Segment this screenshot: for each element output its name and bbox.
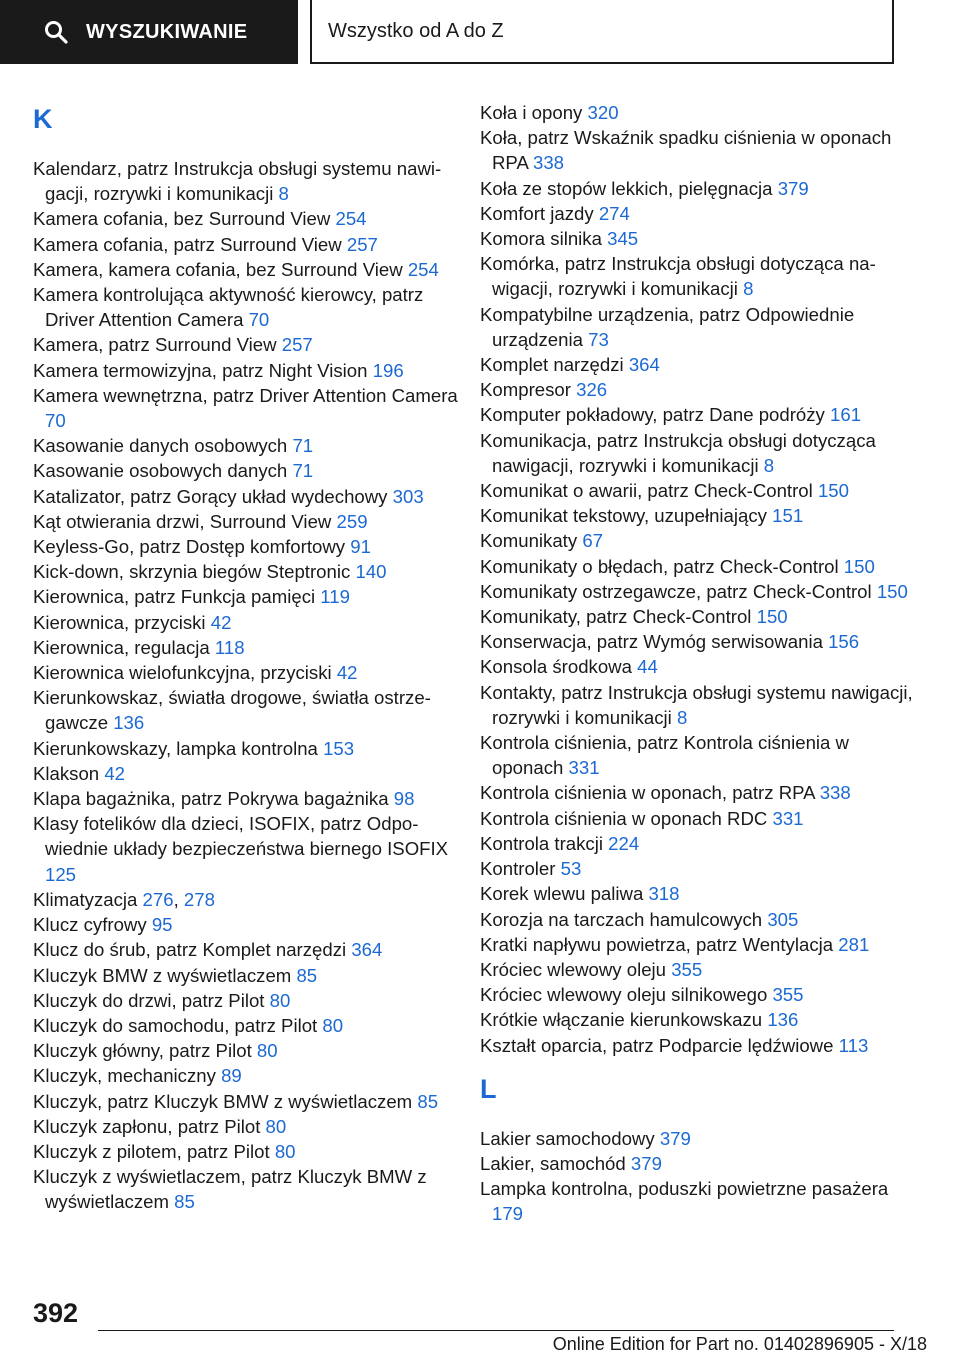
index-entry (33, 988, 463, 1013)
index-entry-text: Kamera kontrolująca aktywność kierowcy, patrz Driver Attention Camera (33, 284, 424, 331)
index-entry-text: Komputer pokładowy, patrz Dane podróży (480, 404, 825, 426)
index-entry-text: Lakier, samochód (480, 1152, 626, 1174)
page-link[interactable]: 305 (767, 908, 799, 930)
index-entry (33, 937, 463, 962)
page-link[interactable]: 153 (323, 737, 355, 759)
page-link[interactable]: 85 (417, 1090, 439, 1112)
index-entry (480, 251, 920, 301)
index-entry (33, 534, 463, 559)
index-entry-text: Komora silnika (480, 228, 602, 250)
index-entry (480, 503, 920, 528)
page-link[interactable]: 150 (843, 555, 875, 577)
index-entry-text: Komunikacja, patrz Instrukcja obsługi dotycząca nawigacji, rozrywki i komunikacji (480, 429, 876, 476)
index-entry-text: Kamera wewnętrzna, patrz Driver Attention Camera (33, 384, 458, 406)
index-entries-left (33, 156, 463, 1215)
index-entry-text: Komunikat tekstowy, uzupełniający (480, 505, 767, 527)
page-link[interactable]: 8 (763, 454, 775, 476)
index-entry (480, 377, 920, 402)
index-entry (33, 484, 463, 509)
index-entry (33, 660, 463, 685)
index-entry (480, 1033, 920, 1058)
index-entry-text: Komfort jazdy (480, 202, 594, 224)
page-link[interactable]: 161 (830, 404, 862, 426)
page-link[interactable]: 140 (355, 561, 387, 583)
search-icon (44, 20, 68, 44)
index-entry (33, 811, 463, 887)
page-link[interactable]: 8 (676, 706, 688, 728)
index-entry (480, 831, 920, 856)
index-entry (33, 433, 463, 458)
page-link[interactable]: 196 (372, 359, 404, 381)
index-entry-text: Komunikaty o błędach, patrz Check-Control (480, 555, 839, 577)
page-link[interactable]: 44 (637, 656, 658, 678)
index-entry (480, 680, 920, 730)
index-entry (480, 932, 920, 957)
index-entry (480, 478, 920, 503)
index-entry-text: Kąt otwierania drzwi, Surround View (33, 510, 332, 532)
index-entry (33, 584, 463, 609)
index-entry-text: Kierownica, patrz Funkcja pamięci (33, 586, 316, 608)
index-entry (480, 201, 920, 226)
index-entry-text: Kamera cofania, bez Surround View (33, 208, 331, 230)
index-entry-text: Króciec wlewowy oleju (480, 958, 667, 980)
index-column-right (480, 100, 920, 1227)
page-link[interactable]: 8 (743, 278, 754, 300)
page-link[interactable]: 281 (838, 933, 870, 955)
index-entry-text: Koła i opony (480, 102, 583, 123)
index-entry-text: Krótkie włączanie kierunkowskazu (480, 1009, 763, 1031)
page-link[interactable]: 257 (346, 233, 378, 255)
index-entry-text: Kamera, kamera cofania, bez Surround View (33, 258, 403, 280)
index-entry-text: Kierownica, regulacja (33, 636, 210, 658)
index-entry (33, 635, 463, 660)
page-link[interactable]: 91 (350, 536, 371, 558)
index-entry-text: Korozja na tarczach hamulcowych (480, 908, 763, 930)
search-tab[interactable] (0, 0, 298, 64)
index-entry-text: Króciec wlewowy oleju silnikowego (480, 984, 768, 1006)
top-navigation-bar (0, 0, 960, 66)
index-entry-text: Komunikaty ostrzegawcze, patrz Check-Control (480, 580, 872, 602)
index-entry (480, 604, 920, 629)
page-link[interactable]: 156 (828, 631, 860, 653)
index-entry (480, 730, 920, 780)
index-entry-text: Kluczyk, mechaniczny (33, 1065, 216, 1087)
index-entry (33, 1038, 463, 1063)
index-entry (33, 1164, 463, 1214)
index-entry-text: Kontroler (480, 858, 556, 880)
page-link[interactable]: 42 (210, 611, 232, 633)
index-entry-text: Kierunkowskazy, lampka kontrolna (33, 737, 318, 759)
page-link[interactable]: 136 (767, 1009, 799, 1031)
index-entry-text: Klapa bagażnika, patrz Pokrywa bagażnika (33, 788, 389, 810)
index-entry-text: Kluczyk zapłonu, patrz Pilot (33, 1115, 261, 1137)
index-entry (33, 963, 463, 988)
page-link[interactable]: 80 (256, 1040, 278, 1062)
index-entry (33, 685, 463, 735)
index-entries-right-k (480, 100, 920, 1058)
index-entry (33, 383, 463, 433)
index-entry (480, 302, 920, 352)
index-entry-text: Kick-down, skrzynia biegów Steptronic (33, 561, 351, 583)
index-entry-text: Komunikaty (480, 530, 578, 552)
footer-edition-text: Online Edition for Part no. 01402896905 - X/18 (552, 1334, 927, 1354)
search-tab-label: WYSZUKIWANIE (86, 20, 248, 43)
index-entry (480, 654, 920, 679)
index-entry (480, 1151, 920, 1176)
index-entry-text: Kamera cofania, patrz Surround View (33, 233, 342, 255)
page-link[interactable]: 118 (214, 636, 245, 658)
index-entry (480, 982, 920, 1007)
index-entry-text: Kształt oparcia, patrz Podparcie lędźwiowe (480, 1034, 834, 1056)
index-entry (33, 912, 463, 937)
page-separator: , (173, 888, 184, 910)
page-link[interactable]: 254 (407, 258, 439, 280)
page-link[interactable]: 151 (772, 505, 804, 527)
index-entry-text: Komunikaty, patrz Check-Control (480, 606, 752, 628)
index-entry (480, 402, 920, 427)
index-entries-right-l (480, 1126, 920, 1227)
index-entry (33, 332, 463, 357)
page-link[interactable]: 338 (819, 782, 851, 804)
page-link[interactable]: 379 (630, 1152, 662, 1174)
index-entry (480, 780, 920, 805)
page-link[interactable]: 80 (269, 989, 291, 1011)
index-entry (33, 282, 463, 332)
page-link[interactable]: 224 (608, 832, 640, 854)
index-entry-text: Kamera termowizyjna, patrz Night Vision (33, 359, 368, 381)
index-entry (33, 206, 463, 231)
index-entry (480, 528, 920, 553)
page-link[interactable]: 8 (278, 183, 289, 205)
index-entry-text: Kratki napływu powietrza, patrz Wentylacja (480, 933, 834, 955)
page-link[interactable]: 136 (113, 712, 145, 734)
index-entry-text: Kluczyk, patrz Kluczyk BMW z wyświetlaczem (33, 1090, 413, 1112)
index-entry (480, 125, 920, 175)
index-entry (480, 1007, 920, 1032)
page-link[interactable]: 355 (671, 958, 703, 980)
index-entry-text: Komunikat o awarii, patrz Check-Control (480, 480, 813, 502)
index-entry-text: Koła, patrz Wskaźnik spadku ciśnienia w oponach RPA (480, 127, 892, 174)
index-entry (480, 856, 920, 881)
page-link[interactable]: 379 (777, 177, 809, 199)
index-entry (33, 509, 463, 534)
page-link[interactable]: 345 (607, 228, 639, 250)
index-entry-text: Kompatybilne urządzenia, patrz Odpowiednie urządzenia (480, 303, 855, 350)
index-entry-text: Kierownica, przyciski (33, 611, 206, 633)
index-entry (480, 957, 920, 982)
index-entry-text: Korek wlewu paliwa (480, 883, 644, 905)
index-entry (480, 629, 920, 654)
index-entry (33, 458, 463, 483)
index-entry-text: Kierownica wielofunkcyjna, przyciski (33, 662, 332, 684)
index-entry (480, 881, 920, 906)
index-entry (33, 232, 463, 257)
index-entry-text: Kluczyk BMW z wyświetlaczem (33, 964, 292, 986)
page-link[interactable]: 355 (772, 984, 804, 1006)
index-entry (33, 1114, 463, 1139)
index-entry-text: Kontakty, patrz Instrukcja obsługi systemu nawigacji, rozrywki i komunikacji (480, 681, 913, 728)
page-link[interactable]: 42 (104, 762, 126, 784)
index-entry (480, 428, 920, 478)
index-entry (480, 1176, 920, 1226)
page-link[interactable]: 179 (492, 1203, 524, 1225)
index-entry (480, 579, 920, 604)
page-link[interactable]: 150 (876, 580, 908, 602)
page-link[interactable]: 331 (772, 807, 804, 829)
index-column-left (33, 100, 463, 1215)
page-link[interactable]: 70 (248, 309, 270, 331)
index-entry-text: Komórka, patrz Instrukcja obsługi dotycząca nawigacji, rozrywki i komunikacji (480, 253, 876, 300)
index-entry (33, 257, 463, 282)
index-letter-heading: L (480, 1073, 497, 1104)
page-link[interactable]: 150 (756, 606, 788, 628)
index-entry-text: Kluczyk z wyświetlaczem, patrz Kluczyk BMW z wyświetlaczem (33, 1166, 427, 1213)
index-entry (480, 907, 920, 932)
index-entry-text: Kontrola ciśnienia, patrz Kontrola ciśnienia w oponach (480, 732, 849, 779)
page-link[interactable]: 320 (587, 102, 619, 123)
index-entry (480, 1126, 920, 1151)
page-link[interactable]: 364 (351, 939, 383, 961)
page-link[interactable]: 254 (335, 208, 367, 230)
index-entry (33, 610, 463, 635)
index-entry-text: Kontrola trakcji (480, 832, 603, 854)
index-entry-text: Kluczyk główny, patrz Pilot (33, 1040, 252, 1062)
index-entry-text: Kontrola ciśnienia w oponach RDC (480, 807, 768, 829)
page-link[interactable]: 80 (265, 1115, 287, 1137)
index-entry (480, 806, 920, 831)
page-link[interactable]: 125 (45, 863, 77, 885)
index-entry-text: Keyless-Go, patrz Dostęp komfortowy (33, 536, 346, 558)
index-entry (33, 156, 463, 206)
index-entry-text: Kalendarz, patrz Instrukcja obsługi systemu nawigacji, rozrywki i komunikacji (33, 158, 442, 205)
page-link[interactable]: 71 (292, 460, 314, 482)
page-link[interactable]: 113 (838, 1034, 869, 1056)
index-entry (33, 1089, 463, 1114)
index-entry-text: Klucz cyfrowy (33, 914, 147, 936)
page-link[interactable]: 89 (221, 1065, 242, 1087)
index-entry-text: Koła ze stopów lekkich, pielęgnacja (480, 177, 773, 199)
page-link[interactable]: 42 (336, 662, 358, 684)
index-entry (480, 100, 920, 125)
index-entry-text: Konsola środkowa (480, 656, 632, 678)
page-link[interactable]: 274 (598, 202, 630, 224)
index-entry (33, 1063, 463, 1088)
index-entry-text: Kamera, patrz Surround View (33, 334, 277, 356)
index-entry-text: Klimatyzacja (33, 888, 138, 910)
page-link[interactable]: 85 (296, 964, 318, 986)
index-entry-text: Klakson (33, 762, 100, 784)
footer-divider (98, 1330, 894, 1331)
page-link[interactable]: 85 (174, 1191, 195, 1213)
page-link[interactable]: 98 (393, 788, 415, 810)
page-link[interactable]: 331 (568, 757, 600, 779)
index-entry-text: Kompresor (480, 379, 571, 401)
index-entry-text: Kluczyk do samochodu, patrz Pilot (33, 1014, 318, 1036)
page-link[interactable]: 73 (588, 328, 609, 350)
section-title: Wszystko od A do Z (328, 19, 504, 42)
index-entry-text: Katalizator, patrz Gorący układ wydechowy (33, 485, 388, 507)
index-entry-text: Klucz do śrub, patrz Komplet narzędzi (33, 939, 347, 961)
index-entry-text: Kluczyk z pilotem, patrz Pilot (33, 1140, 270, 1162)
index-entry (480, 176, 920, 201)
index-entry-text: Kontrola ciśnienia w oponach, patrz RPA (480, 782, 815, 804)
index-entry (33, 1139, 463, 1164)
index-entry-text: Kasowanie danych osobowych (33, 435, 288, 457)
index-entry (480, 554, 920, 579)
page-link[interactable]: 379 (659, 1127, 691, 1149)
page-link[interactable]: 119 (320, 586, 350, 608)
index-entry (33, 761, 463, 786)
page-link[interactable]: 326 (576, 379, 608, 401)
page-link[interactable]: 259 (336, 510, 368, 532)
index-entry (33, 786, 463, 811)
index-entry (33, 559, 463, 584)
page-link[interactable]: 303 (392, 485, 424, 507)
index-entry (33, 887, 463, 912)
index-entry (480, 352, 920, 377)
page-number: 392 (33, 1298, 79, 1328)
index-entry (480, 226, 920, 251)
index-entry-text: Konserwacja, patrz Wymóg serwisowania (480, 631, 823, 653)
page-link[interactable]: 257 (281, 334, 313, 356)
page-link[interactable]: 278 (183, 888, 215, 910)
page-link[interactable]: 53 (560, 858, 582, 880)
index-entry (33, 736, 463, 761)
page-link[interactable]: 318 (648, 883, 680, 905)
page-link[interactable]: 67 (582, 530, 604, 552)
page-link[interactable]: 70 (45, 410, 66, 432)
page-link[interactable]: 338 (533, 152, 565, 174)
index-entry (33, 358, 463, 383)
page-link[interactable]: 364 (628, 354, 660, 376)
section-title-tab[interactable] (310, 0, 894, 64)
page-link[interactable]: 150 (817, 480, 849, 502)
index-entry-text: Klasy fotelików dla dzieci, ISOFIX, patrz Odpowiednie układy bezpieczeństwa biernego ISOFIX (33, 813, 449, 860)
index-letter-heading: K (33, 104, 53, 134)
page-link[interactable]: 80 (274, 1140, 296, 1162)
index-entry-text: Komplet narzędzi (480, 354, 624, 376)
page-link[interactable]: 80 (322, 1014, 344, 1036)
page-link[interactable]: 71 (292, 435, 314, 457)
index-entry-text: Kasowanie osobowych danych (33, 460, 288, 482)
page-link[interactable]: 95 (151, 914, 173, 936)
index-entry-text: Kluczyk do drzwi, patrz Pilot (33, 989, 265, 1011)
index-entry-text: Lakier samochodowy (480, 1127, 655, 1149)
index-entry (33, 1013, 463, 1038)
index-entry-text: Kierunkowskaz, światła drogowe, światła ostrzegawcze (33, 687, 431, 734)
page-link[interactable]: 276 (142, 888, 174, 910)
index-entry-text: Lampka kontrolna, poduszki powietrzne pasażera (480, 1178, 889, 1200)
